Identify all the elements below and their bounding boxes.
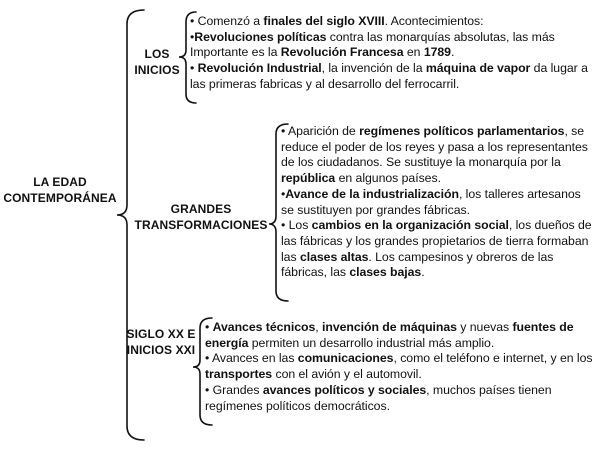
bold-run: transportes bbox=[205, 367, 273, 382]
branch-content-siglo-xx bbox=[205, 320, 599, 414]
bold-run: Revolución Industrial bbox=[197, 61, 322, 76]
bullet-item bbox=[281, 218, 597, 281]
text-run: , muchos países tienen regímenes políticos democráticos. bbox=[205, 382, 552, 413]
bold-run: Avances técnicos bbox=[212, 320, 316, 334]
bold-run: máquina de vapor bbox=[425, 61, 531, 76]
bold-run: cambios en la organización social bbox=[311, 218, 509, 233]
bullet-item bbox=[190, 14, 598, 30]
text-run: , los talleres artesanos se sustituyen por grandes fábricas. bbox=[281, 186, 581, 217]
bold-run: avances políticos y sociales bbox=[262, 382, 427, 397]
bold-run: república bbox=[281, 171, 336, 186]
text-run: con el avión y el automovil. bbox=[272, 367, 422, 382]
bullet-item bbox=[190, 30, 598, 61]
text-run: en bbox=[403, 45, 424, 60]
text-run: • bbox=[190, 61, 198, 76]
text-run: • bbox=[190, 29, 195, 44]
bold-run: clases bajas bbox=[349, 265, 422, 280]
text-run: • bbox=[281, 186, 286, 201]
main-title: LA EDAD CONTEMPORÁNEA bbox=[3, 175, 117, 205]
text-run: da lugar a las primeras fabricas y al desarrollo del ferrocarril. bbox=[190, 61, 588, 91]
text-run: . Los campesinos y obreros de las fábricas, las bbox=[281, 249, 554, 280]
bold-run: clases altas bbox=[299, 249, 369, 264]
text-run: contra las monarquías absolutas, las más Importante es la bbox=[190, 29, 555, 60]
text-run: • bbox=[205, 320, 213, 334]
branch-label-inicios: LOS INICIOS bbox=[134, 47, 180, 77]
branch-content-transformaciones bbox=[281, 124, 597, 281]
text-run: . bbox=[450, 45, 455, 60]
bold-run: 1789 bbox=[423, 45, 451, 60]
bold-run: regímenes políticos parlamentarios bbox=[359, 124, 565, 138]
bold-run: comunicaciones bbox=[297, 351, 394, 366]
text-run: • Comenzó a bbox=[190, 14, 264, 28]
bold-run: finales del siglo XVIII bbox=[263, 14, 385, 28]
text-run: • Grandes bbox=[205, 382, 263, 397]
bold-run: fuentes de energía bbox=[205, 320, 574, 350]
text-run: permiten un desarrollo industrial más amplio. bbox=[248, 335, 495, 350]
branch-label-transformaciones: GRANDES TRANSFORMACIONES bbox=[134, 202, 268, 232]
bullet-item bbox=[205, 320, 599, 351]
bold-run: invención de máquinas bbox=[322, 320, 457, 334]
bold-run: Revolución Francesa bbox=[280, 45, 404, 60]
bullet-item bbox=[281, 124, 597, 187]
text-run: • Avances en las bbox=[205, 351, 298, 366]
bold-run: Revoluciones políticas bbox=[194, 29, 327, 44]
text-run: en algunos países. bbox=[335, 171, 441, 186]
text-run: , bbox=[315, 320, 322, 334]
bullet-item bbox=[281, 187, 597, 218]
text-run: , como el teléfono e internet, y en los bbox=[393, 351, 593, 366]
text-run: . Acontecimientos: bbox=[384, 14, 484, 28]
bullet-item bbox=[205, 351, 599, 382]
text-run: • Los bbox=[281, 218, 312, 233]
text-run: , se reduce el poder de los reyes y pasa a los representantes de los ciudadanos. Se sustituye la monarquía por la bbox=[281, 124, 588, 170]
text-run: . bbox=[421, 265, 425, 280]
bullet-item bbox=[205, 383, 599, 414]
bullet-item bbox=[190, 61, 598, 92]
text-run: y nuevas bbox=[456, 320, 513, 334]
text-run: , los dueños de las fábricas y los grandes propietarios de tierra formaban las bbox=[281, 218, 592, 264]
text-run: , la invención de la bbox=[321, 61, 426, 76]
bold-run: Avance de la industrialización bbox=[285, 186, 459, 201]
branch-content-inicios bbox=[190, 14, 598, 93]
branch-label-siglo-xx: SIGLO XX E INICIOS XXI bbox=[126, 327, 196, 357]
text-run: • Aparición de bbox=[281, 124, 360, 138]
